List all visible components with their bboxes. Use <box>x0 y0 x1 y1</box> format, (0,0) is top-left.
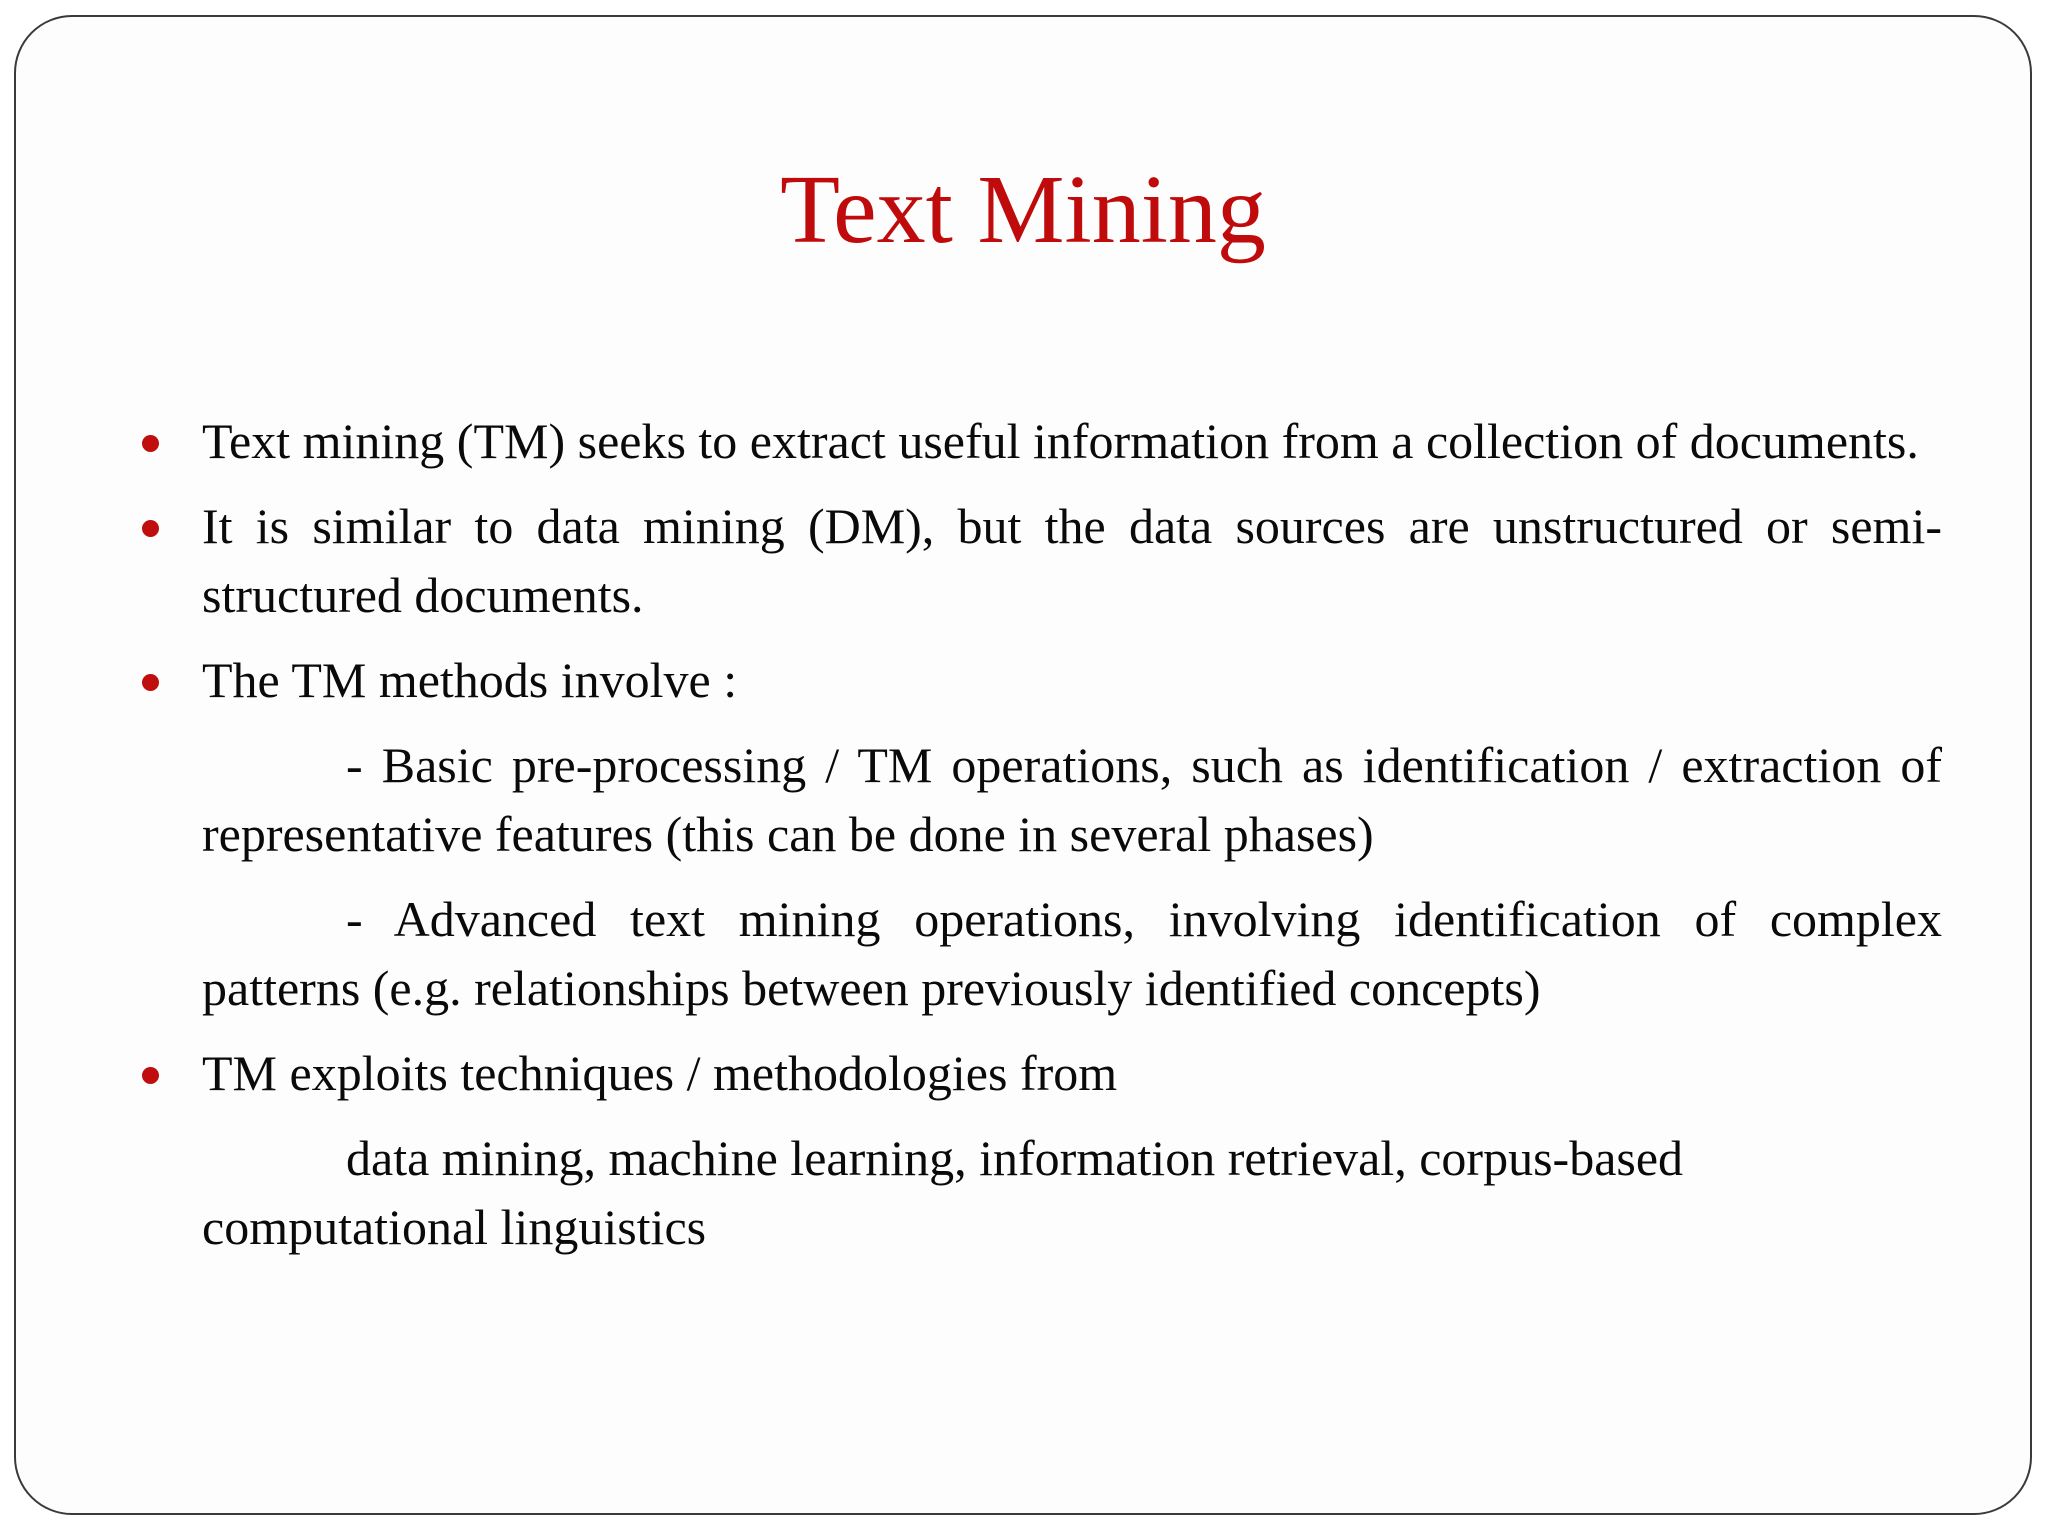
bullet-item <box>202 646 1942 715</box>
bullet-text: The TM methods involve : <box>202 652 738 708</box>
bullet-dot-icon <box>142 435 159 452</box>
bullet-item <box>202 407 1942 476</box>
bullet-dot-icon <box>142 1067 159 1084</box>
bullet-text: TM exploits techniques / methodologies from <box>202 1045 1118 1101</box>
bullet-dot-icon <box>142 520 159 537</box>
slide-title: Text Mining <box>780 156 1266 264</box>
bullet-item <box>202 492 1942 630</box>
sub-item: data mining, machine learning, information retrieval, corpus-based computational linguistics <box>202 1130 1684 1255</box>
bullet-text: Text mining (TM) seeks to extract useful information from a collection of documents. <box>202 413 1919 469</box>
sub-item: - Advanced text mining operations, involving identification of complex patterns (e.g. relationships between previously identified concepts) <box>202 891 1942 1016</box>
slide-frame <box>14 15 2032 1515</box>
sub-item: - Basic pre-processing / TM operations, such as identification / extraction of representative features (this can be done in several phases) <box>202 737 1942 862</box>
bullet-text: It is similar to data mining (DM), but the data sources are unstructured or semi-structured documents. <box>202 498 1942 623</box>
bullet-item <box>202 1039 1942 1108</box>
bullet-dot-icon <box>142 674 159 691</box>
slide-content <box>202 407 1942 1278</box>
